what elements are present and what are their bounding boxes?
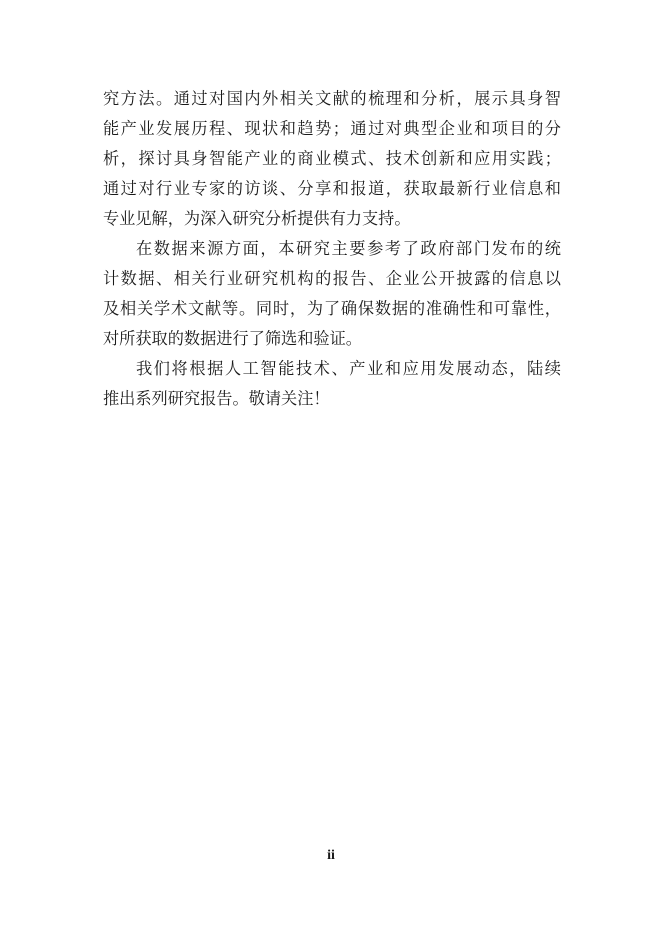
text-line: 计数据、相关行业研究机构的报告、企业公开披露的信息以	[103, 269, 561, 288]
paragraph-methods	[103, 84, 561, 234]
text-line: 专业见解，为深入研究分析提供有力支持。	[103, 209, 411, 228]
text-line: 在数据来源方面，本研究主要参考了政府部门发布的统	[136, 239, 561, 258]
text-line: 对所获取的数据进行了筛选和验证。	[103, 329, 362, 348]
text-line: 及相关学术文献等。同时，为了确保数据的准确性和可靠性，	[103, 299, 561, 318]
text-line: 究方法。通过对国内外相关文献的梳理和分析，展示具身智	[103, 89, 561, 108]
text-line: 推出系列研究报告。敬请关注！	[103, 389, 330, 408]
page-number: ii	[327, 848, 335, 863]
text-line: 我们将根据人工智能技术、产业和应用发展动态，陆续	[136, 359, 561, 378]
paragraph-closing	[103, 354, 561, 414]
text-line: 能产业发展历程、现状和趋势；通过对典型企业和项目的分	[103, 119, 561, 138]
body-text	[103, 84, 561, 414]
text-line: 析，探讨具身智能产业的商业模式、技术创新和应用实践；	[103, 149, 561, 168]
paragraph-data-sources	[103, 234, 561, 354]
text-line: 通过对行业专家的访谈、分享和报道，获取最新行业信息和	[103, 179, 561, 198]
